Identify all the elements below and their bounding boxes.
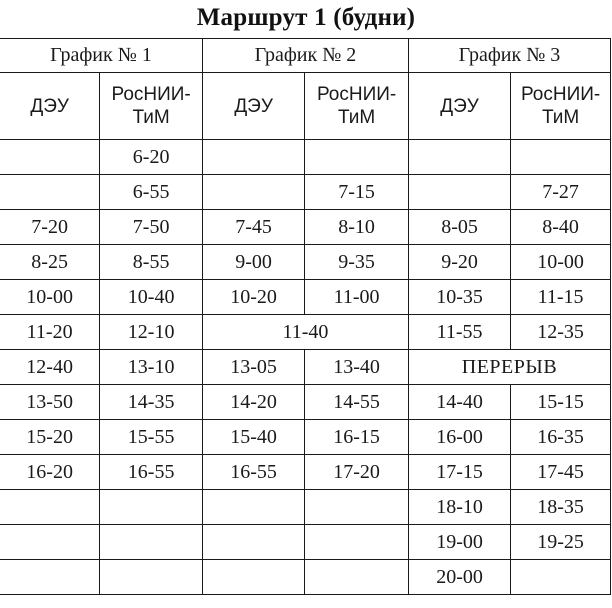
time-cell: 15-15 [511,385,611,420]
time-cell: 7-45 [202,210,304,245]
sub-header-deu: ДЭУ [202,73,304,140]
time-cell [202,560,304,595]
time-cell [408,140,510,175]
time-cell: 8-05 [408,210,510,245]
time-cell [202,490,304,525]
time-cell: 9-20 [408,245,510,280]
time-cell: 11-55 [408,315,510,350]
table-row [0,385,611,420]
group-header-row [0,39,611,73]
time-cell: 10-35 [408,280,510,315]
time-cell [0,175,100,210]
sub-header-rosniitim [511,73,611,140]
time-cell: 19-25 [511,525,611,560]
time-cell: 9-35 [305,245,409,280]
time-cell: 13-10 [100,350,203,385]
table-row [0,420,611,455]
time-cell [305,525,409,560]
time-cell: 16-15 [305,420,409,455]
time-cell: 10-20 [202,280,304,315]
time-cell: 11-20 [0,315,100,350]
time-cell: 13-50 [0,385,100,420]
sub-header-line2: ТиМ [541,107,580,128]
time-cell [0,560,100,595]
time-cell: 9-00 [202,245,304,280]
time-cell: 18-10 [408,490,510,525]
table-row [0,210,611,245]
sub-header-deu: ДЭУ [0,73,100,140]
table-row [0,455,611,490]
table-row [0,490,611,525]
time-cell: 13-40 [305,350,409,385]
schedule-table [0,38,611,595]
time-cell [408,175,510,210]
table-row [0,175,611,210]
time-cell: 6-55 [100,175,203,210]
time-cell: 18-35 [511,490,611,525]
time-cell [0,490,100,525]
sub-header-deu: ДЭУ [408,73,510,140]
time-cell: 17-20 [305,455,409,490]
table-row [0,140,611,175]
time-cell: 20-00 [408,560,510,595]
time-cell: 10-00 [0,280,100,315]
time-cell: 17-45 [511,455,611,490]
time-cell [100,560,203,595]
time-cell: 15-40 [202,420,304,455]
time-cell [202,175,304,210]
table-row [0,560,611,595]
time-cell: 8-10 [305,210,409,245]
time-cell: 14-40 [408,385,510,420]
time-cell: 13-05 [202,350,304,385]
time-cell: 15-20 [0,420,100,455]
time-cell: 8-55 [100,245,203,280]
group-header-3: График № 3 [408,39,610,73]
time-cell: 11-15 [511,280,611,315]
time-cell: 16-55 [202,455,304,490]
time-cell: 6-20 [100,140,203,175]
time-cell: 7-15 [305,175,409,210]
sub-header-line2: ТиМ [337,107,376,128]
time-cell [100,525,203,560]
time-cell: 10-00 [511,245,611,280]
time-cell [0,525,100,560]
time-cell: 8-40 [511,210,611,245]
sub-header-line2: ТиМ [132,107,170,128]
sub-header-rosniitim [100,73,203,140]
time-cell: 16-20 [0,455,100,490]
time-cell: 19-00 [408,525,510,560]
time-cell: 7-27 [511,175,611,210]
time-cell: 16-55 [100,455,203,490]
time-cell [305,490,409,525]
time-cell [100,490,203,525]
time-cell: 14-55 [305,385,409,420]
table-row [0,350,611,385]
sub-header-line1: РосНИИ- [316,84,397,105]
time-cell [511,140,611,175]
time-cell: 15-55 [100,420,203,455]
page-title: Маршрут 1 (будни) [196,4,416,31]
sub-header-line1: РосНИИ- [111,84,191,105]
time-cell-merged: 11-40 [202,315,408,350]
table-row [0,245,611,280]
time-cell: 12-35 [511,315,611,350]
time-cell [202,140,304,175]
sub-header-rosniitim [305,73,409,140]
time-cell: 14-20 [202,385,304,420]
time-cell: 12-40 [0,350,100,385]
sub-header-row [0,73,611,140]
group-header-2: График № 2 [202,39,408,73]
time-cell: 17-15 [408,455,510,490]
time-cell [511,560,611,595]
time-cell: 8-25 [0,245,100,280]
break-cell: ПЕРЕРЫВ [408,350,610,385]
time-cell: 11-00 [305,280,409,315]
time-cell: 16-00 [408,420,510,455]
time-cell [0,140,100,175]
time-cell: 16-35 [511,420,611,455]
time-cell [305,140,409,175]
group-header-1: График № 1 [0,39,202,73]
table-row [0,525,611,560]
table-row [0,280,611,315]
time-cell: 10-40 [100,280,203,315]
sub-header-line1: РосНИИ- [520,84,601,105]
time-cell: 12-10 [100,315,203,350]
time-cell [202,525,304,560]
table-row [0,315,611,350]
time-cell [305,560,409,595]
time-cell: 7-20 [0,210,100,245]
time-cell: 7-50 [100,210,203,245]
time-cell: 14-35 [100,385,203,420]
